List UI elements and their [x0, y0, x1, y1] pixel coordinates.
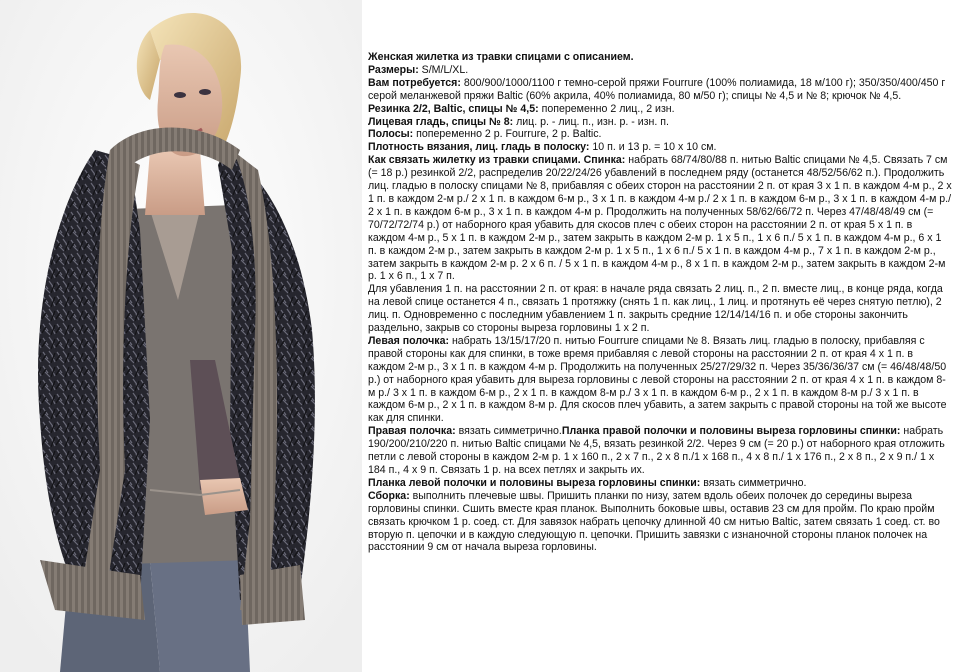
- section-label: Резинка 2/2, Baltic, спицы № 4,5:: [368, 102, 539, 115]
- section-label: Вам потребуется:: [368, 76, 461, 89]
- section-text: 10 п. и 13 р. = 10 х 10 см.: [589, 141, 717, 154]
- section-text: 800/900/1000/1100 г темно-серой пряжи Fourrure (100% полиамида, 18 м/100 г); 350/350/400/450 г серой меланжевой пряжи Baltic (60% акрила, 40% полиамида, 80 м/50 г); спицы № 4,5 и № 8; крючок № 4,5.: [368, 76, 946, 102]
- knitting-pattern-article: [368, 51, 952, 554]
- section-label: Планка левой полочки и половины выреза горловины спинки:: [368, 476, 701, 489]
- section-text: вязать симметрично.: [700, 476, 807, 489]
- section-stockinette: [368, 116, 952, 129]
- section-assembly: [368, 490, 952, 555]
- section-text: лиц. р. - лиц. п., изн. р. - изн. п.: [513, 115, 669, 128]
- section-back: [368, 154, 952, 283]
- section-materials: [368, 77, 952, 103]
- section-label: Правая полочка:: [368, 425, 456, 438]
- section-label: Лицевая гладь, спицы № 8:: [368, 115, 514, 128]
- section-label: Сборка:: [368, 489, 410, 502]
- section-label: Левая полочка:: [368, 334, 449, 347]
- section-text: S/M/L/XL.: [418, 63, 469, 76]
- section-rib: [368, 103, 952, 116]
- section-label: Полосы:: [368, 128, 414, 141]
- section-text: попеременно 2 лиц., 2 изн.: [538, 102, 675, 115]
- section-label: Размеры:: [368, 63, 419, 76]
- article-title: Женская жилетка из травки спицами с описанием.: [368, 51, 634, 63]
- section-decreases: [368, 283, 952, 335]
- section-text: Для убавления 1 п. на расстоянии 2 п. от края: в начале ряда связать 2 лиц. п., 2 п. вместе лиц., в конце ряда, когда на левой спице останется 4 п., связать 1 протяжку (снять 1 п. как лиц., 1 лиц. и протянуть её через снятую петлю), 2 лиц. п. Одновременно с последним убавлением 1 п. закрыть средние 12/14/14/16 п. и обе стороны закончить раздельно, закрыв со стороны выреза горловины 1 х 2 п.: [368, 283, 943, 335]
- section-text: выполнить плечевые швы. Пришить планки по низу, затем вдоль обеих полочек до середины выреза горловины спинки. Сшить вместе края планок. Выполнить боковые швы, оставив 23 см для пройм. По краю пройм связать крючком 1 р. соед. ст. Для завязок набрать цепочку длинной 40 см нитью Baltic, затем связать 1 соед. ст. во вторую п. цепочки и в каждую следующую п. цепочки. Пришить завязки с изнаночной стороны планок полочек на расстоянии 9 см от начала выреза горловины.: [368, 489, 940, 554]
- section-band-left: [368, 477, 952, 490]
- section-text: вязать симметрично.: [455, 425, 562, 438]
- section-text: набрать 190/200/210/220 п. нитью Baltic спицами № 4,5, вязать резинкой 2/2. Через 9 см (= 20 р.) от наборного края отложить петли с левой стороны в каждом 2-м р. 1 х 160 п., 2 х 7 п., 2 х 8 п./1 х 168 п., 4 х 8 п./ 1 х 176 п., 2 х 8 п., 2 х 9 п./ 1 х 184 п., 4 х 9 п. Связать 1 р. на всех петлях и закрыть их.: [368, 425, 945, 476]
- section-stripes: [368, 128, 952, 141]
- model-photo-icon: [0, 0, 362, 672]
- section-text: попеременно 2 р. Fourrure, 2 р. Baltic.: [413, 128, 602, 141]
- section-text: набрать 13/15/17/20 п. нитью Fourrure спицами № 8. Вязать лиц. гладью в полоску, прибавляя с правой стороны как для спинки, в тоже время прибавляя с левой стороны на расстоянии 2 п. от края 4 х 1 п. в каждом 2-м р., 3 х 1 п. в каждом 4-м р. Продолжить на полученных 25/27/29/32 п. Через 35/36/36/37 см (= 46/48/48/50 р.) от наборного края убавить для выреза горловины с левой стороны на расстоянии 2 п. от края 4 х 1 п. в каждом 8-м р./ 3 х 1 п. в каждом 6-м р., 2 х 1 п. в каждом 8-м р./ 3 х 1 п. в каждом 6-м р., 2 х 1 п. в каждом 8-м р./ 3 х 1 п. в каждом 6-м р., 2 х 1 п. в каждом 8-м р. Для скосов плеч убавить, а затем закрыть с правой стороны на той же высоте как для спинки.: [368, 334, 947, 425]
- section-text: набрать 68/74/80/88 п. нитью Baltic спицами № 4,5. Связать 7 см (= 18 р.) резинкой 2/2, распределив 20/22/24/26 убавлений в последнем ряду (останется 48/52/56/62 п.). Продолжить лиц. гладью в полоску спицами № 8, прибавляя с обеих сторон на расстоянии 2 п. от края 3 х 1 п. в каждом 4-м р., 2 х 1 п. в каждом 2-м р./ 2 х 1 п. в каждом 6-м р., 3 х 1 п. в каждом 4-м р./ 2 х 1 п. в каждом 6-м р., 3 х 1 п. в каждом 4-м р./ 2 х 1 п. в каждом 6-м р., 3 х 1 п. в каждом 4-м р. Продолжить на полученных 58/62/66/72 п. Через 47/48/48/49 см (= 70/72/72/74 р.) от наборного края убавить для скосов плеч с обеих сторон на расстоянии 2 п. от края 5 х 1 п. в каждом 4-м р., 5 х 1 п. в каждом 2-м р., затем закрыть в каждом 2-м р. 1 х 5 п., 1 х 6 п./ 5 х 1 п. в каждом 4-м р., 6 х 1 п. в каждом 2-м р., затем закрыть в каждом 2-м р. 1 х 5 п., 1 х 6 п./ 5 х 1 п. в каждом 4-м р., 7 х 1 п. в каждом 2-м р., затем закрыть в каждом 2-м р. 2 х 6 п. / 5 х 1 п. в каждом 4-м р., 8 х 1 п. в каждом 2-м р., затем закрыть в каждом 2-м р. 1 х 6 п., 1 х 7 п.: [368, 154, 952, 283]
- section-left-front: [368, 335, 952, 425]
- section-label: Плотность вязания, лиц. гладь в полоску:: [368, 141, 590, 154]
- section-gauge: [368, 141, 952, 154]
- section-label: Как связать жилетку из травки спицами. Спинка:: [368, 154, 626, 167]
- model-photo: [0, 0, 362, 672]
- section-label: Планка правой полочки и половины выреза горловины спинки:: [561, 425, 901, 438]
- section-sizes: [368, 64, 952, 77]
- section-right-front: [368, 425, 952, 477]
